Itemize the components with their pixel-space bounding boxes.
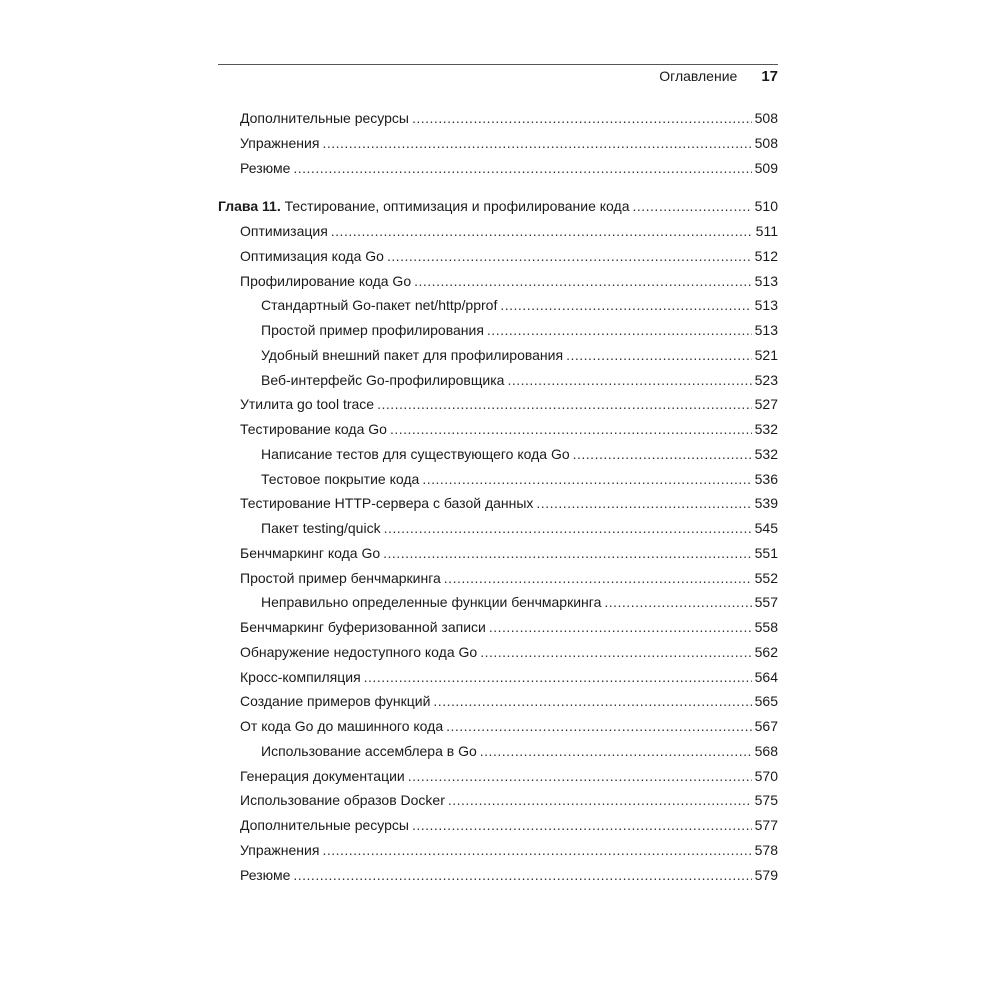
dot-leader bbox=[604, 594, 751, 610]
toc-entry[interactable] bbox=[218, 223, 778, 248]
toc-entry-page: 567 bbox=[754, 718, 778, 734]
toc-entry-page: 551 bbox=[754, 544, 778, 561]
dot-leader bbox=[632, 198, 751, 214]
toc-section-after bbox=[218, 223, 778, 891]
toc-entry[interactable] bbox=[218, 768, 778, 793]
table-of-contents bbox=[218, 110, 778, 891]
toc-entry-page: 562 bbox=[754, 643, 778, 660]
toc-entry-title: Утилита go tool trace bbox=[240, 396, 375, 413]
toc-entry-page: 579 bbox=[754, 866, 778, 883]
dot-leader bbox=[387, 248, 752, 264]
toc-entry-title: Использование образов Docker bbox=[240, 792, 445, 809]
toc-entry[interactable] bbox=[218, 545, 778, 570]
dot-leader bbox=[390, 421, 752, 437]
dot-leader bbox=[412, 817, 752, 833]
section-spacer bbox=[218, 184, 778, 198]
dot-leader bbox=[322, 842, 751, 858]
toc-entry-page: 570 bbox=[754, 767, 778, 784]
dot-leader bbox=[536, 495, 751, 511]
toc-entry[interactable] bbox=[218, 160, 778, 185]
dot-leader bbox=[507, 372, 751, 388]
toc-entry-page: 545 bbox=[754, 520, 778, 536]
toc-entry-page: 508 bbox=[754, 134, 778, 151]
toc-entry[interactable] bbox=[218, 372, 778, 397]
toc-entry-page: 539 bbox=[754, 495, 778, 512]
toc-chapter-entry[interactable] bbox=[218, 198, 778, 223]
toc-entry[interactable] bbox=[218, 743, 778, 768]
dot-leader bbox=[383, 545, 751, 561]
toc-entry-title: Дополнительные ресурсы bbox=[240, 817, 409, 833]
header-rule bbox=[218, 64, 778, 65]
toc-entry[interactable] bbox=[218, 396, 778, 421]
toc-entry[interactable] bbox=[218, 644, 778, 669]
toc-entry-title: Оптимизация кода Go bbox=[240, 247, 384, 264]
dot-leader bbox=[293, 867, 751, 883]
dot-leader bbox=[487, 322, 752, 338]
toc-entry-title bbox=[218, 198, 629, 214]
toc-entry-title: Простой пример профилирования bbox=[261, 322, 484, 338]
dot-leader bbox=[384, 520, 752, 536]
dot-leader bbox=[573, 446, 752, 462]
toc-entry[interactable] bbox=[218, 297, 778, 322]
toc-entry-title: Тестирование HTTP-сервера с базой данных bbox=[240, 495, 534, 512]
page-number: 17 bbox=[761, 67, 778, 85]
dot-leader bbox=[566, 347, 752, 363]
dot-leader bbox=[433, 693, 751, 709]
dot-leader bbox=[322, 135, 751, 151]
toc-entry[interactable] bbox=[218, 619, 778, 644]
toc-entry-page: 558 bbox=[754, 619, 778, 635]
dot-leader bbox=[414, 273, 752, 289]
dot-leader bbox=[480, 743, 752, 759]
dot-leader bbox=[422, 471, 751, 487]
page-header bbox=[218, 66, 778, 86]
toc-entry-title: Упражнения bbox=[240, 134, 320, 151]
toc-entry[interactable] bbox=[218, 520, 778, 545]
toc-entry-page: 575 bbox=[754, 792, 778, 809]
toc-entry[interactable] bbox=[218, 135, 778, 160]
toc-entry-page: 578 bbox=[754, 841, 778, 858]
toc-entry-page: 536 bbox=[754, 470, 778, 487]
toc-entry[interactable] bbox=[218, 570, 778, 595]
dot-leader bbox=[489, 619, 752, 635]
toc-entry[interactable] bbox=[218, 817, 778, 842]
toc-entry[interactable] bbox=[218, 867, 778, 892]
dot-leader bbox=[408, 768, 752, 784]
toc-entry-title: Бенчмаркинг кода Go bbox=[240, 544, 381, 561]
toc-entry[interactable] bbox=[218, 495, 778, 520]
toc-entry-page: 565 bbox=[754, 693, 778, 710]
toc-entry[interactable] bbox=[218, 248, 778, 273]
toc-entry-page: 532 bbox=[754, 445, 778, 462]
toc-entry-page: 568 bbox=[754, 742, 778, 759]
chapter-label: Глава 11. bbox=[218, 198, 281, 215]
toc-entry-page: 513 bbox=[754, 297, 778, 314]
dot-leader bbox=[331, 223, 753, 239]
toc-entry-title: Тестовое покрытие кода bbox=[261, 470, 420, 487]
toc-entry[interactable] bbox=[218, 471, 778, 496]
toc-entry-page: 509 bbox=[754, 159, 778, 176]
toc-entry-title: Дополнительные ресурсы bbox=[240, 110, 409, 126]
toc-entry-page: 527 bbox=[754, 396, 778, 413]
toc-entry-title: Написание тестов для существующего кода Go bbox=[261, 445, 570, 462]
toc-entry[interactable] bbox=[218, 718, 778, 743]
toc-entry-page: 523 bbox=[754, 371, 778, 388]
toc-entry-page: 521 bbox=[754, 346, 778, 363]
toc-entry-page: 508 bbox=[754, 110, 778, 126]
toc-entry[interactable] bbox=[218, 421, 778, 446]
toc-entry[interactable] bbox=[218, 347, 778, 372]
toc-entry-page: 512 bbox=[754, 247, 778, 264]
running-title: Оглавление bbox=[659, 68, 738, 84]
toc-entry-page: 564 bbox=[754, 668, 778, 685]
toc-entry-title: Обнаружение недоступного кода Go bbox=[240, 643, 478, 660]
dot-leader bbox=[500, 297, 751, 313]
toc-entry-page: 513 bbox=[754, 272, 778, 289]
toc-entry-title: Бенчмаркинг буферизованной записи bbox=[240, 619, 486, 635]
toc-entry-title: Резюме bbox=[240, 866, 291, 883]
dot-leader bbox=[480, 644, 751, 660]
dot-leader bbox=[293, 160, 751, 176]
dot-leader bbox=[444, 570, 752, 586]
toc-entry-title: Тестирование кода Go bbox=[240, 421, 387, 437]
toc-entry-page: 510 bbox=[754, 198, 778, 215]
toc-entry-title: Генерация документации bbox=[240, 767, 405, 784]
dot-leader bbox=[446, 718, 752, 734]
toc-entry-title: Использование ассемблера в Go bbox=[261, 742, 477, 759]
toc-entry-title: Оптимизация bbox=[240, 223, 328, 239]
chapter-title: Тестирование, оптимизация и профилирование кода bbox=[284, 198, 630, 215]
toc-entry[interactable] bbox=[218, 693, 778, 718]
dot-leader bbox=[364, 669, 752, 685]
toc-entry-title: Удобный внешний пакет для профилирования bbox=[261, 346, 564, 363]
toc-entry-page: 511 bbox=[755, 223, 778, 239]
toc-entry-title: От кода Go до машинного кода bbox=[240, 718, 444, 734]
toc-entry-title: Создание примеров функций bbox=[240, 693, 431, 710]
toc-entry[interactable] bbox=[218, 792, 778, 817]
toc-entry-title: Кросс-компиляция bbox=[240, 668, 361, 685]
dot-leader bbox=[412, 110, 752, 126]
dot-leader bbox=[448, 792, 752, 808]
toc-entry-title: Профилирование кода Go bbox=[240, 272, 412, 289]
toc-entry-title: Пакет testing/quick bbox=[261, 520, 381, 536]
toc-entry-title: Стандартный Go-пакет net/http/pprof bbox=[261, 297, 498, 314]
toc-entry[interactable] bbox=[218, 273, 778, 298]
toc-entry-page: 513 bbox=[754, 322, 778, 338]
toc-entry[interactable] bbox=[218, 842, 778, 867]
toc-entry-page: 557 bbox=[754, 594, 778, 611]
toc-entry[interactable] bbox=[218, 446, 778, 471]
toc-entry-title: Веб-интерфейс Go-профилировщика bbox=[261, 371, 505, 388]
dot-leader bbox=[377, 396, 752, 412]
toc-entry[interactable] bbox=[218, 110, 778, 135]
toc-entry[interactable] bbox=[218, 322, 778, 347]
toc-section-before bbox=[218, 110, 778, 184]
toc-entry-page: 532 bbox=[754, 421, 778, 437]
toc-entry-title: Простой пример бенчмаркинга bbox=[240, 569, 441, 586]
toc-entry-title: Упражнения bbox=[240, 841, 320, 858]
toc-entry-page: 552 bbox=[754, 569, 778, 586]
toc-entry[interactable] bbox=[218, 594, 778, 619]
toc-entry-page: 577 bbox=[754, 817, 778, 833]
toc-entry-title: Резюме bbox=[240, 159, 291, 176]
toc-entry[interactable] bbox=[218, 669, 778, 694]
toc-entry-title: Неправильно определенные функции бенчмаркинга bbox=[261, 594, 602, 611]
